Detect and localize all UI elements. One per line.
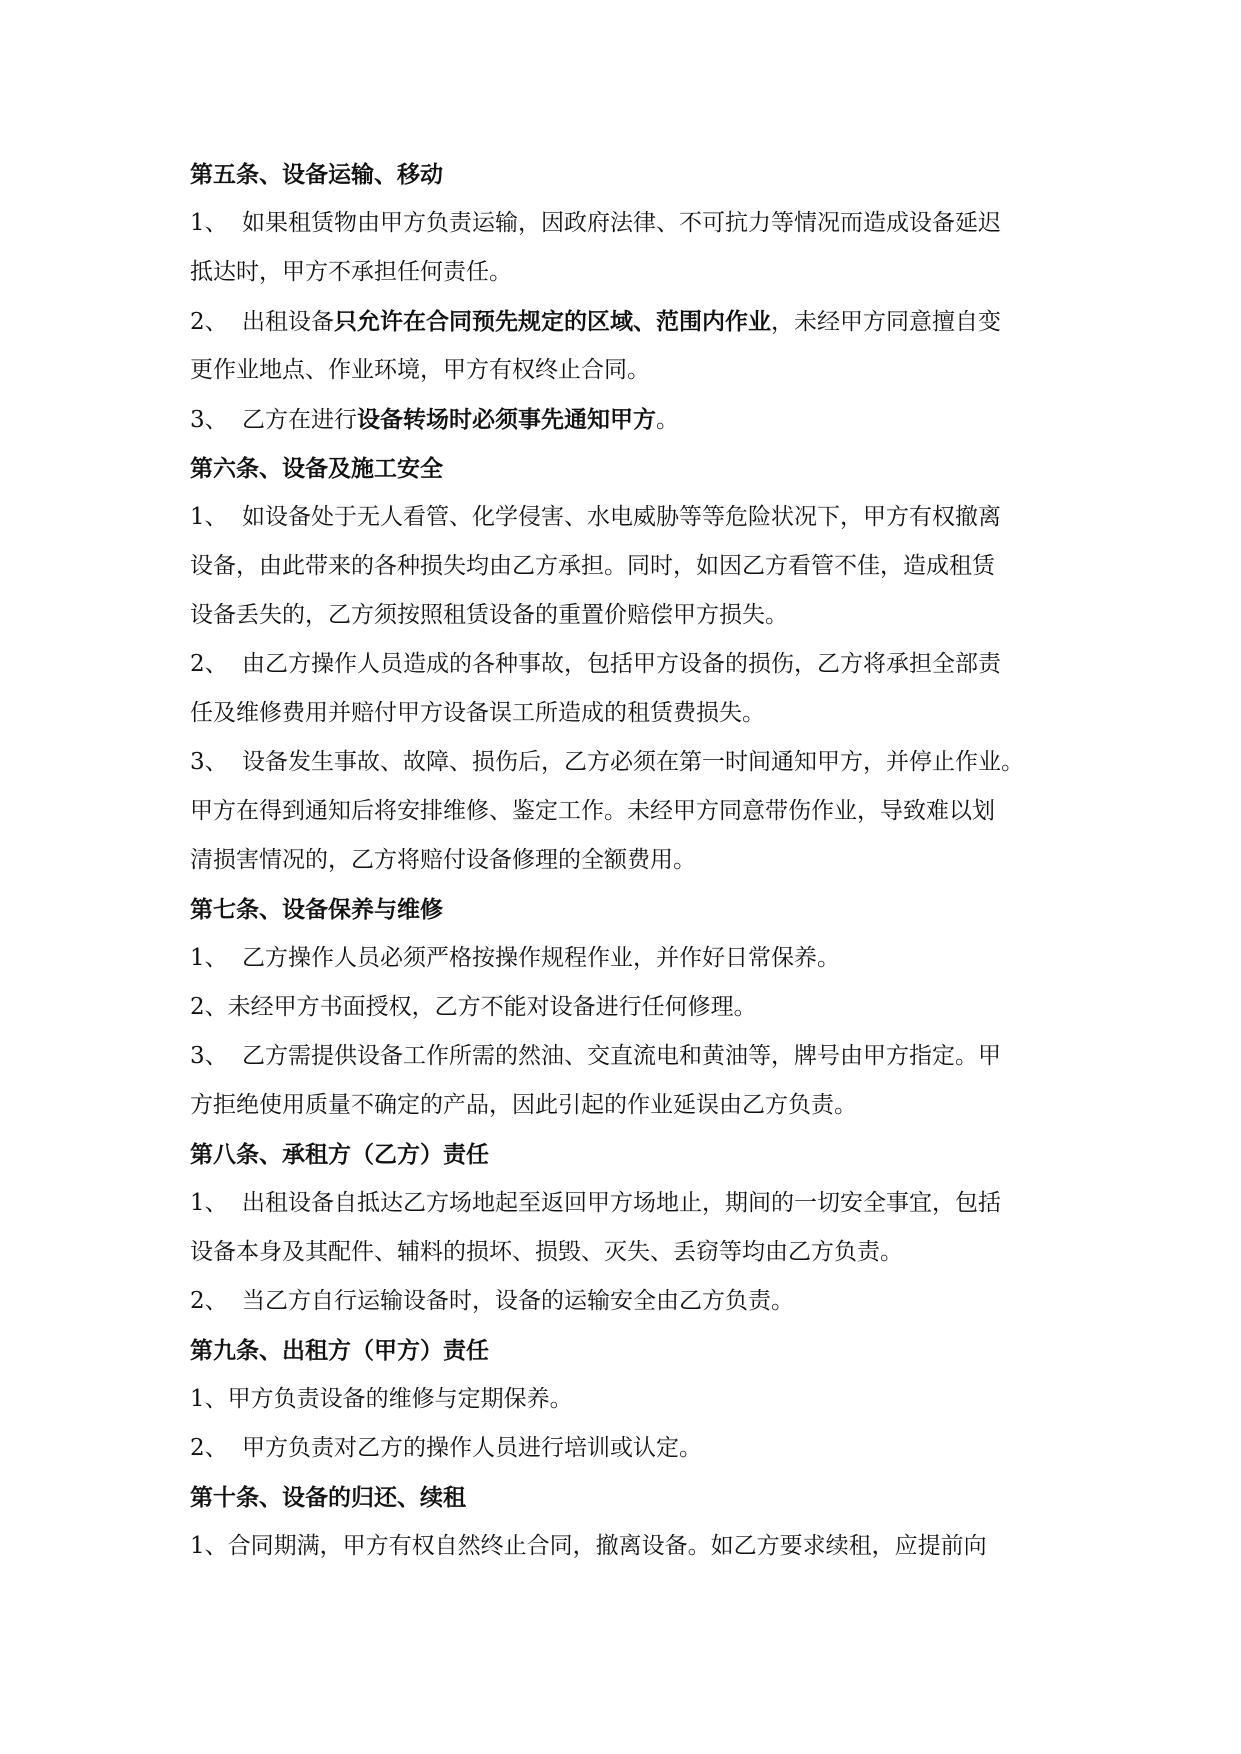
clause-number: 2、	[190, 309, 228, 335]
article-7-clause-1	[190, 934, 1060, 983]
clause-text: 未经甲方书面授权，乙方不能对设备进行任何修理。	[227, 994, 757, 1020]
article-6-heading: 第六条、设备及施工安全	[190, 455, 443, 482]
clause-text: 乙方操作人员必须严格按操作规程作业，并作好日常保养。	[242, 945, 840, 971]
article-6-clause-1-cont: 设备，由此带来的各种损失均由乙方承担。同时，如因乙方看管不佳，造成租赁	[190, 553, 995, 579]
clause-number: 1、	[190, 1533, 228, 1559]
article-5-clause-2	[190, 297, 1060, 346]
article-6-clause-1	[190, 493, 1060, 542]
article-9-heading: 第九条、出租方（甲方）责任	[190, 1337, 489, 1364]
article-6-clause-3-cont: 甲方在得到通知后将安排维修、鉴定工作。未经甲方同意带伤作业，导致难以划	[190, 798, 995, 824]
article-8-clause-1	[190, 1179, 1060, 1228]
article-8-clause-2	[190, 1277, 1060, 1326]
clause-text: 甲方负责对乙方的操作人员进行培训或认定。	[242, 1435, 702, 1461]
article-9-clause-1	[190, 1375, 1060, 1424]
clause-number: 2、	[190, 1435, 228, 1461]
clause-number: 2、	[190, 651, 228, 677]
article-6-clause-1-cont: 设备丢失的，乙方须按照租赁设备的重置价赔偿甲方损失。	[190, 602, 788, 628]
clause-number: 3、	[190, 407, 228, 433]
contract-page	[190, 150, 1060, 1571]
article-6-clause-3-cont: 清损害情况的，乙方将赔付设备修理的全额费用。	[190, 847, 696, 873]
clause-text: 如设备处于无人看管、化学侵害、水电威胁等等危险状况下，甲方有权撤离	[242, 504, 1001, 530]
clause-text: 出租设备	[242, 309, 334, 335]
clause-number: 3、	[190, 749, 228, 775]
clause-text: 如果租赁物由甲方负责运输，因政府法律、不可抗力等情况而造成设备延迟	[242, 210, 1001, 236]
clause-number: 1、	[190, 504, 228, 530]
article-7-clause-3	[190, 1032, 1060, 1081]
article-10-heading: 第十条、设备的归还、续租	[190, 1484, 466, 1511]
clause-text: 出租设备自抵达乙方场地起至返回甲方场地止，期间的一切安全事宜，包括	[242, 1190, 1001, 1216]
article-6-clause-2-cont: 任及维修费用并赔付甲方设备误工所造成的租赁费损失。	[190, 700, 765, 726]
clause-emphasis: 只允许在合同预先规定的区域、范围内作业	[334, 308, 771, 335]
clause-number: 1、	[190, 1190, 228, 1216]
clause-emphasis: 设备转场时必须事先通知甲方	[357, 406, 656, 433]
article-7-heading: 第七条、设备保养与维修	[190, 896, 443, 923]
clause-text: ，未经甲方同意擅自变	[771, 309, 1001, 335]
article-5-clause-1	[190, 199, 1060, 248]
clause-number: 1、	[190, 1386, 228, 1412]
article-5-heading: 第五条、设备运输、移动	[190, 161, 443, 188]
article-8-clause-1-cont: 设备本身及其配件、辅料的损坏、损毁、灭失、丢窃等均由乙方负责。	[190, 1239, 903, 1265]
article-9-clause-2	[190, 1424, 1060, 1473]
clause-text: 乙方在进行	[242, 407, 357, 433]
article-5-clause-3	[190, 395, 1060, 444]
article-5-clause-1-cont: 抵达时，甲方不承担任何责任。	[190, 259, 512, 285]
article-6-clause-2	[190, 640, 1060, 689]
clause-text: 当乙方自行运输设备时，设备的运输安全由乙方负责。	[242, 1288, 794, 1314]
article-7-clause-3-cont: 方拒绝使用质量不确定的产品，因此引起的作业延误由乙方负责。	[190, 1092, 857, 1118]
clause-text: 乙方需提供设备工作所需的然油、交直流电和黄油等，牌号由甲方指定。甲	[242, 1043, 1001, 1069]
clause-text: 甲方负责设备的维修与定期保养。	[227, 1386, 573, 1412]
article-10-clause-1	[190, 1522, 1060, 1571]
article-8-heading: 第八条、承租方（乙方）责任	[190, 1141, 489, 1168]
clause-number: 1、	[190, 210, 228, 236]
article-6-clause-3	[190, 738, 1060, 787]
article-5-clause-2-cont: 更作业地点、作业环境，甲方有权终止合同。	[190, 357, 650, 383]
clause-text: 由乙方操作人员造成的各种事故，包括甲方设备的损伤，乙方将承担全部责	[242, 651, 1001, 677]
clause-number: 2、	[190, 1288, 228, 1314]
clause-text: 合同期满，甲方有权自然终止合同，撤离设备。如乙方要求续租，应提前向	[227, 1533, 987, 1559]
clause-text: 。	[656, 407, 679, 433]
clause-number: 2、	[190, 994, 228, 1020]
clause-text: 设备发生事故、故障、损伤后，乙方必须在第一时间通知甲方，并停止作业。	[242, 749, 1024, 775]
clause-number: 1、	[190, 945, 228, 971]
article-7-clause-2	[190, 983, 1060, 1032]
clause-number: 3、	[190, 1043, 228, 1069]
